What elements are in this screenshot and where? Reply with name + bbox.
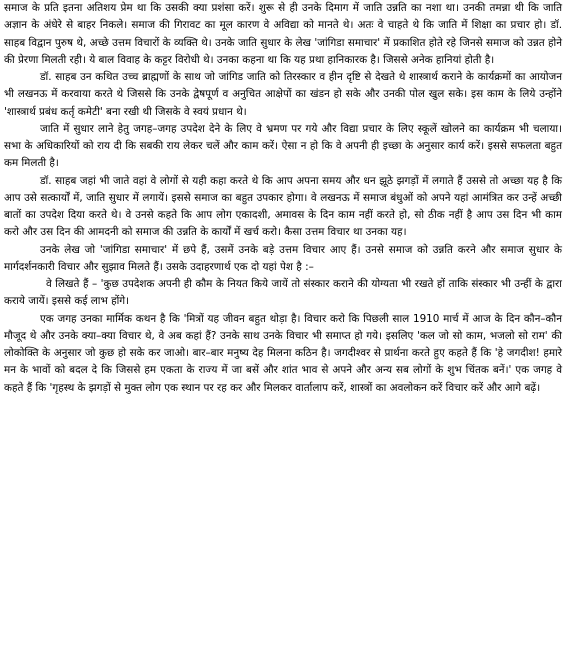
paragraph-4: डॉ. साहब जहां भी जाते वहां वे लोगों से यही कहा करते थे कि आप अपना समय और धन झूठे झगड़ों में लगाते हैं उससे तो अच्छा यह है कि आप उसे सत्कार्यों में, जाति सुधार में लगायें। इससे समाज का बहुत उपकार होगा। वे लखनऊ में समाज बंधुओं को अपने यहां आमंत्रित कर उन्हें अच्छी बातों का उपदेश दिया करते थे। वे उनसे कहते कि आप लोग एकादशी, अमावस के दिन काम नहीं करते हो, सो ठीक नहीं है आप उस दिन भी काम करो और उस दिन की आमदनी को समाज की उन्नति के कार्यों में खर्च करो। कैसा उत्तम विचार था उनका यह।: [4, 174, 562, 239]
paragraph-2: डॉ. साहब उन कथित उच्च ब्राह्मणों के साथ जो जांगिड जाति को तिरस्कार व हीन दृष्टि से देखते थे शास्त्रार्थ कराने के कार्यक्रमों का आयोजन भी लखनऊ में करवाया करते थे जिससे कि उनके द्वेषपूर्ण व अनुचित आक्षेपों का खंडन हो सके और उनकी पोल खुल सके। इस काम के लिये उन्होंने 'शास्त्रार्थ प्रबंध कर्तृ कमेटी' बना रखी थी जिसके वे स्वयं प्रधान थे।: [4, 71, 562, 118]
paragraph-1: समाज के प्रति इतना अतिशय प्रेम था कि उसकी क्या प्रशंसा करें। शुरू से ही उनके दिमाग में जाति उन्नति का नशा था। उनकी तमन्ना थी कि जाति अज्ञान के अंधेरे से बाहर निकले। समाज की गिरावट का मूल कारण वे अविद्या को मानते थे। अतः वे चाहते थे कि जाति में शिक्षा का प्रचार हो। डॉ. साहब विद्वान पुरुष थे, अच्छे उत्तम विचारों के व्यक्ति थे। उनके जाति सुधार के लेख 'जांगिडा समाचार' में प्रकाशित होते रहे जिनसे समाज को उन्नत होने की प्रेरणा मिलती रही। ये बाल विवाह के कट्टर विरोधी थे। उनका कहना था कि यह प्रथा हानिकारक है। जिससे अनेक हानियां होती है।: [4, 2, 562, 66]
paragraph-7: एक जगह उनका मार्मिक कथन है कि 'मित्रों यह जीवन बहुत थोड़ा है। विचार करो कि पिछली साल 1910 मार्च में आज के दिन कौन–कौन मौजूद थे और उनके क्या–क्या विचार थे, वे अब कहां हैं? उनके साथ उनके विचार भी समाप्त हो गये। इसलिए 'कल जो सो काम, भजलो सो राम' की लोकोक्ति के अनुसार जो कुछ हो सके कर जाओ। बार–बार मनुष्य देह मिलना कठिन है। जगदीश्वर से प्रार्थना करते हुए कहते हैं कि 'हे जगदीश! हमारे मन के भावों को बदल दे कि जिससे हम एकता के राज्य में जा बसें और शांत भाव से अपने और अन्य सब लोगों के शुभ चिंतक बनें।' एक जगह वे कहते हैं कि 'गृहस्थ के झगड़ों से मुक्त लोग एक स्थान पर रह कर और मिलकर वार्तालाप करें, शास्त्रों का अवलोकन करें विचार करें और आगे बढ़ें।: [4, 312, 562, 394]
paragraph-6: वे लिखते हैं – 'कुछ उपदेशक अपनी ही कौम के नियत किये जायें तो संस्कार कराने की योग्यता भी रखते हों ताकि संस्कार भी उन्हीं के द्वारा कराये जायें। इससे कई लाभ होंगे।: [4, 278, 562, 308]
paragraph-3: जाति में सुधार लाने हेतु जगह–जगह उपदेश देने के लिए वे भ्रमण पर गये और विद्या प्रचार के लिए स्कूलें खोलने का कार्यक्रम भी चलाया। सभा के अधिकारियों को राय दी कि सबकी राय लेकर चलें और काम करें। ऐसा न हो कि वे अपनी ही इच्छा के अनुसार कार्य करें। इससे सफलता बहुत कम मिलती है।: [4, 122, 562, 170]
paragraph-5: उनके लेख जो 'जांगिडा समाचार' में छपे हैं, उसमें उनके बड़े उत्तम विचार आए हैं। उनसे समाज को उन्नति करने और समाज सुधार के मार्गदर्शनकारी विचार और सुझाव मिलते हैं। उसके उदाहरणार्थ एक दो यहां पेश है :–: [4, 243, 562, 273]
